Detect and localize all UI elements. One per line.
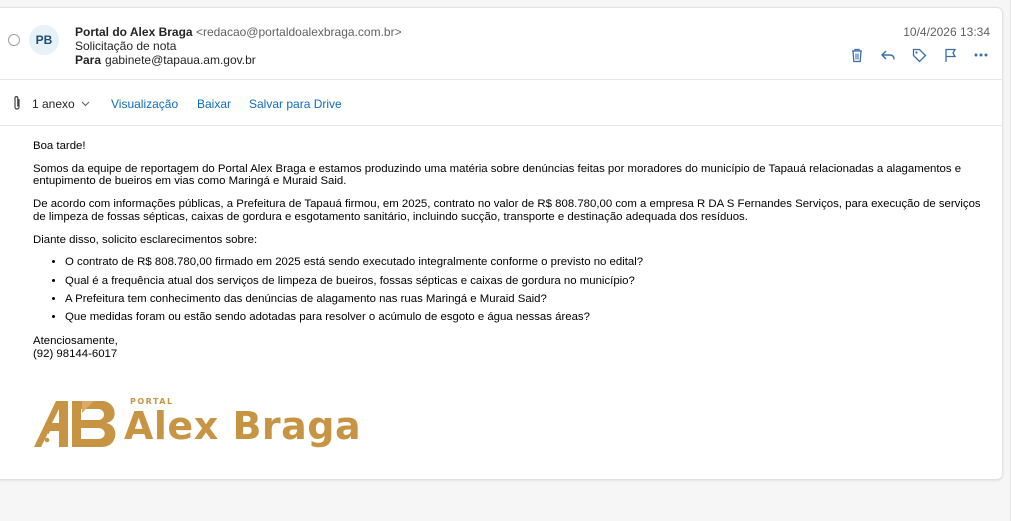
- recipient-line: [75, 53, 256, 67]
- list-item: • Qual é a frequência atual dos serviços de limpeza de bueiros, fossas sépticas e caixas de gordura no município?: [65, 275, 983, 287]
- select-message-checkbox[interactable]: [8, 34, 20, 46]
- body-paragraph: Somos da equipe de reportagem do Portal Alex Braga e estamos produzindo uma matéria sobre denúncias feitas por moradores do município de Tapauá relacionadas a alagamentos e entupimento de bueiros em vias como Maringá e Muraid Said.: [33, 162, 962, 188]
- message-header: [0, 8, 1003, 80]
- download-link[interactable]: Baixar: [197, 97, 232, 111]
- chevron-down-icon: [81, 101, 90, 107]
- attachments-count: 1 anexo: [32, 97, 75, 111]
- sender-address[interactable]: <redacao@portaldoalexbraga.com.br>: [195, 25, 402, 39]
- portal-alex-braga-logo: [34, 395, 362, 450]
- sender-line: [75, 25, 402, 39]
- reply-icon[interactable]: [878, 46, 898, 64]
- message-subject: Solicitação de nota: [75, 39, 177, 53]
- avatar[interactable]: PB: [29, 25, 59, 55]
- more-icon[interactable]: [971, 46, 991, 64]
- message-datetime: 10/4/2026 13:34: [903, 25, 990, 39]
- body-paragraph: Diante disso, solicito esclarecimentos sobre:: [33, 233, 258, 246]
- questions-list: [49, 256, 983, 323]
- paperclip-icon: [12, 95, 22, 116]
- logo-big-text: Alex Braga: [124, 404, 362, 448]
- flag-icon[interactable]: [940, 46, 960, 64]
- logo-small-text: PORTAL: [130, 397, 174, 406]
- attachments-toggle[interactable]: [32, 97, 90, 111]
- greeting: Boa tarde!: [33, 140, 86, 152]
- signature: [33, 335, 983, 360]
- preview-link[interactable]: Visualização: [111, 97, 179, 111]
- signature-phone: (92) 98144-6017: [33, 347, 118, 360]
- sender-name[interactable]: Portal do Alex Braga: [75, 25, 193, 39]
- body-paragraph: De acordo com informações públicas, a Prefeitura de Tapauá firmou, em 2025, contrato no valor de R$ 808.780,00 com a empresa R DA S Fernandes Serviços, para execução de serviços de limpeza de fossas sépticas, caixas de gordura e esgotamento sanitário, incluindo sucção, transporte e destinação adequada dos resíduos.: [33, 198, 981, 223]
- message-actions: [847, 46, 991, 64]
- attachments-bar: [0, 81, 1003, 126]
- list-item: • O contrato de R$ 808.780,00 firmado em 2025 está sendo executado integralmente conforme o previsto no edital?: [65, 256, 983, 268]
- trash-icon[interactable]: [847, 46, 867, 64]
- scrollbar[interactable]: [1010, 0, 1024, 521]
- list-item: • A Prefeitura tem conhecimento das denúncias de alagamento nas ruas Maringá e Muraid Said?: [65, 293, 983, 305]
- list-item: • Que medidas foram ou estão sendo adotadas para resolver o acúmulo de esgoto e água nessas áreas?: [65, 311, 983, 323]
- to-label: Para: [75, 53, 102, 67]
- signature-closing: Atenciosamente,: [33, 335, 118, 348]
- recipient-address[interactable]: gabinete@tapaua.am.gov.br: [105, 53, 256, 67]
- save-to-drive-link[interactable]: Salvar para Drive: [249, 97, 342, 111]
- tag-icon[interactable]: [909, 46, 929, 64]
- message-body: [33, 140, 983, 360]
